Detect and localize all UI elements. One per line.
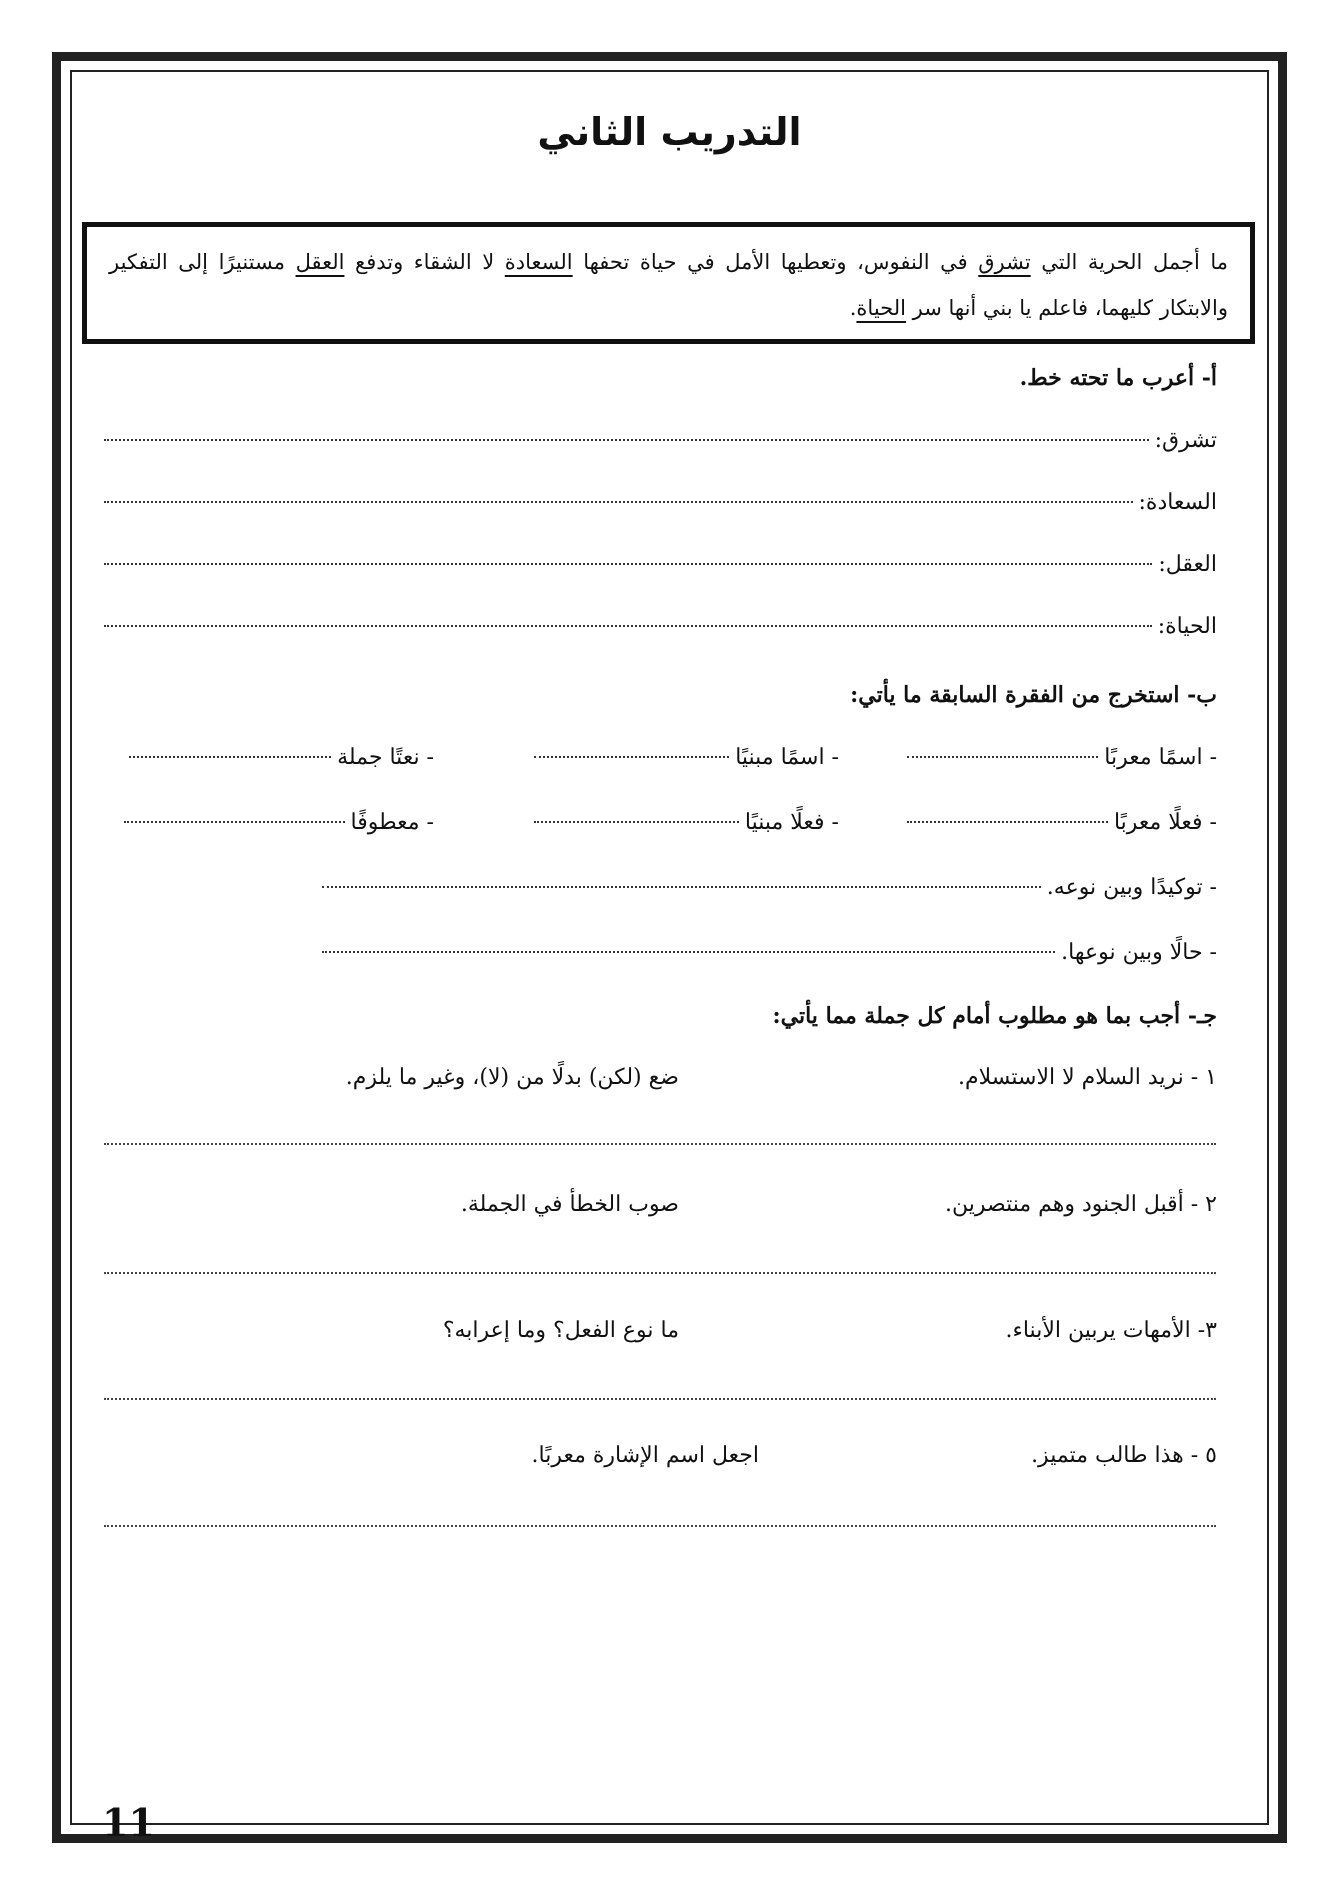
answer-line[interactable] [104, 1272, 1216, 1274]
extract-item[interactable] [907, 810, 1217, 835]
answer-dots[interactable] [104, 625, 1152, 627]
section-c-heading: جـ- أجب بما هو مطلوب أمام كل جملة مما يأتي: [772, 1003, 1217, 1029]
item-label: السعادة: [1138, 490, 1217, 515]
question-sentence: ٣- الأمهات يربين الأبناء. [1005, 1318, 1217, 1343]
section-a-heading: أ- أعرب ما تحته خط. [1019, 365, 1217, 391]
question-sentence: ٥ - هذا طالب متميز. [1031, 1443, 1217, 1468]
answer-row[interactable] [104, 428, 1217, 453]
item-label: - توكيدًا وبين نوعه. [1046, 875, 1217, 900]
answer-row[interactable] [104, 614, 1217, 639]
passage-underlined-word: العقل [295, 250, 345, 274]
question-task: ضع (لكن) بدلًا من (لا)، وغير ما يلزم. [345, 1065, 679, 1090]
passage-text: مستنيرًا إلى التفكير والابتكار كليهما، فاعلم يا بني أنها سر [109, 250, 1228, 320]
question-task: اجعل اسم الإشارة معربًا. [531, 1443, 759, 1468]
extract-item[interactable] [322, 875, 1217, 900]
question-task: ما نوع الفعل؟ وما إعرابه؟ [442, 1318, 679, 1343]
answer-dots[interactable] [124, 821, 345, 823]
answer-line[interactable] [104, 1143, 1216, 1145]
passage-box [82, 222, 1255, 344]
answer-dots[interactable] [907, 756, 1098, 758]
answer-dots[interactable] [534, 756, 729, 758]
item-label: - نعتًا جملة [337, 745, 434, 770]
page-title: التدريب الثاني [537, 110, 802, 154]
answer-line[interactable] [104, 1525, 1216, 1527]
extract-item[interactable] [534, 745, 839, 770]
question-task: صوب الخطأ في الجملة. [460, 1192, 679, 1217]
answer-dots[interactable] [907, 821, 1108, 823]
passage-text: في النفوس، وتعطيها الأمل في حياة تحفها [572, 250, 979, 274]
answer-dots[interactable] [104, 439, 1149, 441]
passage-text: ما أجمل الحرية التي [1030, 250, 1229, 274]
item-label: - معطوفًا [350, 810, 434, 835]
item-label: - فعلًا مبنيًا [744, 810, 839, 835]
answer-dots[interactable] [322, 951, 1055, 953]
page-number: 11 [102, 1800, 155, 1845]
extract-item[interactable] [129, 745, 434, 770]
passage-underlined-word: الحياة [856, 296, 906, 320]
question-sentence: ٢ - أقبل الجنود وهم منتصرين. [945, 1192, 1217, 1217]
section-b-heading: ب- استخرج من الفقرة السابقة ما يأتي: [850, 682, 1217, 708]
item-label: - فعلًا معربًا [1113, 810, 1217, 835]
item-label: - اسمًا معربًا [1104, 745, 1217, 770]
item-label: العقل: [1158, 552, 1217, 577]
passage-underlined-word: السعادة [504, 250, 573, 274]
passage-text: . [849, 296, 857, 320]
item-label: تشرق: [1154, 428, 1217, 453]
answer-row[interactable] [104, 552, 1217, 577]
answer-row[interactable] [104, 490, 1217, 515]
item-label: - حالًا وبين نوعها. [1061, 940, 1217, 965]
extract-item[interactable] [124, 810, 434, 835]
answer-dots[interactable] [534, 821, 739, 823]
answer-line[interactable] [104, 1398, 1216, 1400]
item-label: - اسمًا مبنيًا [735, 745, 839, 770]
passage-underlined-word: تشرق [978, 250, 1031, 274]
question-sentence: ١ - نريد السلام لا الاستسلام. [958, 1065, 1217, 1090]
extract-item[interactable] [322, 940, 1217, 965]
passage-text: لا الشقاء وتدفع [344, 250, 505, 274]
answer-dots[interactable] [104, 563, 1152, 565]
answer-dots[interactable] [322, 886, 1041, 888]
extract-item[interactable] [907, 745, 1217, 770]
answer-dots[interactable] [104, 501, 1133, 503]
extract-item[interactable] [534, 810, 839, 835]
answer-dots[interactable] [129, 756, 331, 758]
item-label: الحياة: [1157, 614, 1217, 639]
